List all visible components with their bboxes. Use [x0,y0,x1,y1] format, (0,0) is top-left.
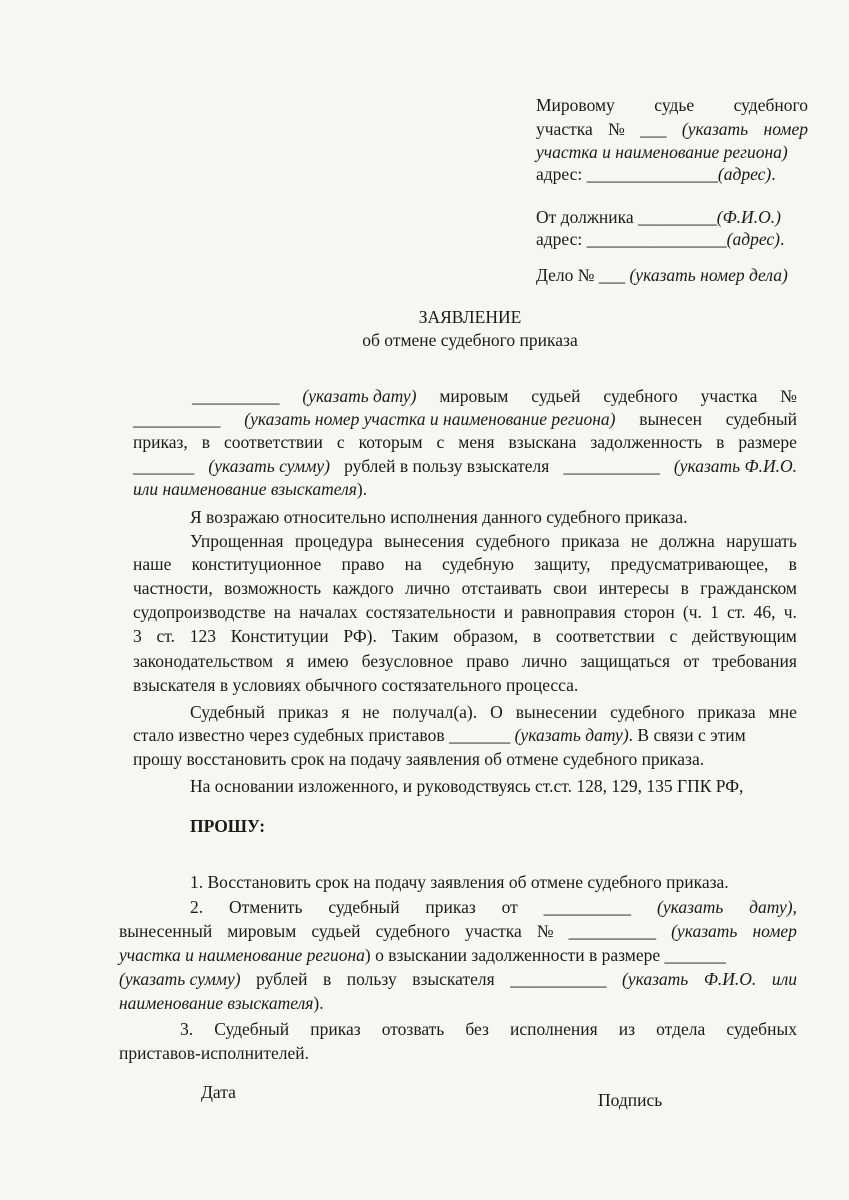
request-heading: ПРОШУ: [190,816,266,836]
word: в [680,578,689,598]
word: (указать номер участка и наименование региона) [244,409,616,429]
header-address-2: адрес: ________________(адрес). [536,229,785,249]
word: 46, [753,602,776,622]
p1-line-2 [133,408,797,430]
word: меня [458,432,495,452]
word: участка [700,386,758,406]
request-item-3-line-2: приставов-исполнителей. [119,1043,309,1063]
word: (указать сумму) [119,969,241,989]
word: отстаивать [461,578,542,598]
word: равноправия [521,602,616,622]
word: имею [307,651,349,671]
word: отдела [656,1019,706,1039]
word: ___________ [563,456,660,476]
header-line-2 [536,118,808,140]
p3-line-4 [133,601,797,623]
word: процедура [294,531,373,551]
word: с [436,432,445,452]
p4-line-1 [190,701,797,723]
word: № [536,921,554,941]
header-debtor: От должника _________(Ф.И.О.) [536,207,781,227]
word: размере [738,432,797,452]
word: (указать [681,119,749,139]
word: от [683,651,700,671]
word: (указать [657,897,724,917]
word: О [490,702,503,722]
word: сторон [623,602,675,622]
word: ст. [156,626,175,646]
p1-line-3 [133,431,797,453]
word: судебного [733,95,808,115]
word: без [465,1019,489,1039]
date-label: Дата [201,1082,236,1102]
word: я [286,651,295,671]
word: безусловное [361,651,454,671]
page-title: ЗАЯВЛЕНИЕ [418,307,522,327]
word: судебную [442,554,514,574]
p4-line-3: прошу восстановить срок на подачу заявления об отмене судебного приказа. [133,749,705,769]
word: приказ [425,897,476,917]
word: 123 [189,626,216,646]
page-subtitle: об отмене судебного приказа [362,330,578,350]
word: дату), [749,897,797,917]
p1-line-5: или наименование взыскателя). [133,479,368,499]
word: задолженность [590,432,703,452]
word: каждого [332,578,394,598]
request-item-2-line-3: участка и наименование региона) о взыскании задолженности в размере _______ [119,945,726,965]
word: ч. [783,602,797,622]
p3-line-5 [133,625,797,647]
request-item-2-line-5: наименование взыскателя). [119,993,324,1013]
p3-line-1 [190,530,797,552]
word: в [532,626,542,646]
word: вынесенный [119,921,213,941]
word: Упрощенная [190,531,284,551]
word: участка [465,921,522,941]
p3-line-3 [133,577,797,599]
word: № [608,119,625,139]
word: в [716,432,725,452]
word: от [501,897,518,917]
word: началах [299,602,358,622]
word: Мировому [536,95,615,115]
word: ___ [640,119,667,139]
p5: На основании изложенного, и руководствуясь ст.ст. 128, 129, 135 ГПК РФ, [190,776,744,796]
word: судьей [531,386,581,406]
word: 3. [180,1019,194,1039]
word: на [404,554,422,574]
p1-line-4 [133,455,797,477]
word: судебного [603,386,678,406]
word: право [341,554,385,574]
word: состязательности [365,602,496,622]
word: __________ [133,409,221,429]
word: судье [654,95,695,115]
word: получал(а). [392,702,478,722]
word: __________ [192,386,280,406]
word: номер [752,921,797,941]
p1-line-1 [192,385,797,407]
word: Таким [391,626,439,646]
word: свои [553,578,588,598]
word: на [273,602,291,622]
word: право [466,651,510,671]
word: Ф.И.О. [703,969,757,989]
word: должна [659,531,715,551]
word: (указать Ф.И.О. [673,456,797,476]
request-item-2-line-2 [119,920,797,942]
word: __________ [568,921,657,941]
word: (указать дату) [302,386,417,406]
word: которым [358,432,423,452]
word: вынесения [384,531,465,551]
word: ст. [727,602,746,622]
word: защищаться [580,651,670,671]
word: 2. [190,897,204,917]
word: исполнения [510,1019,598,1039]
word: гражданском [700,578,797,598]
request-item-1: 1. Восстановить срок на подачу заявления об отмене судебного приказа. [190,872,729,892]
request-item-3-line-1 [180,1018,797,1040]
word: с [669,626,678,646]
header-line-3: участка и наименование региона) [536,142,788,162]
word: Конституции [230,626,329,646]
p4-line-2: стало известно через судебных приставов _______ (указать дату). В связи с этим [133,725,746,745]
request-item-2-line-1 [190,896,797,918]
header-line-1 [536,94,808,116]
word: Судебный [214,1019,290,1039]
word: судебных [726,1019,797,1039]
word: лично [405,578,451,598]
word: не [362,702,380,722]
word: № [780,386,797,406]
word: требования [712,651,797,671]
word: образом, [453,626,519,646]
word: вынесен [639,409,702,429]
word: _______ [133,456,195,476]
word: рублей в пользу взыскателя [344,456,550,476]
word: вынесении [515,702,598,722]
word: отозвать [381,1019,445,1039]
word: (ч. [682,602,702,622]
word: действующим [692,626,797,646]
word: судьей [311,921,361,941]
word: Отменить [228,897,303,917]
word: наше [133,554,172,574]
word: приказа [697,702,756,722]
word: взыскателя [412,969,495,989]
word: с [336,432,345,452]
word: лично [522,651,568,671]
word: ___________ [510,969,607,989]
word: соответствии [555,626,655,646]
word: возможность [224,578,322,598]
word: частности, [133,578,213,598]
p3-line-2 [133,553,797,575]
word: мировым [227,921,297,941]
word: мне [768,702,797,722]
word: предусматривающее, [610,554,769,574]
word: судопроизводстве [133,602,266,622]
word: защиту, [534,554,591,574]
word: не [630,531,648,551]
word: РФ). [343,626,377,646]
word: конституционное [191,554,322,574]
word: законодательством [133,651,274,671]
word: (указать сумму) [208,456,330,476]
header-address-1: адрес: _______________(адрес). [536,164,776,184]
word: или [771,969,797,989]
word: рублей [256,969,308,989]
word: нарушать [726,531,797,551]
word: соответствии [224,432,323,452]
word: я [341,702,350,722]
word: Судебный [190,702,265,722]
word: из [618,1019,636,1039]
p3-line-7: взыскателя в условиях обычного состязательного процесса. [133,675,579,695]
request-item-2-line-4 [119,968,797,990]
word: интересы [598,578,670,598]
word: 1 [710,602,719,622]
word: в [788,554,797,574]
word: участка [536,119,593,139]
word: судебного [475,531,550,551]
word: мировым [439,386,509,406]
header-case-number: Дело № ___ (указать номер дела) [536,265,788,285]
word: взыскана [508,432,577,452]
word: судебный [328,897,400,917]
word: приказ [277,702,329,722]
word: (указать [671,921,738,941]
word: и [503,602,514,622]
word: приказ, [133,432,188,452]
word: __________ [543,897,632,917]
word: 3 [133,626,142,646]
word: приказа [561,531,620,551]
signature-label: Подпись [598,1090,663,1110]
word: судебного [610,702,685,722]
word: (указать [622,969,689,989]
word: судебного [375,921,450,941]
word: номер [763,119,808,139]
word: приказ [310,1019,361,1039]
word: в [323,969,332,989]
word: судебный [725,409,797,429]
word: пользу [346,969,397,989]
p3-line-6 [133,650,797,672]
p2: Я возражаю относительно исполнения данного судебного приказа. [190,507,688,527]
word: в [201,432,211,452]
